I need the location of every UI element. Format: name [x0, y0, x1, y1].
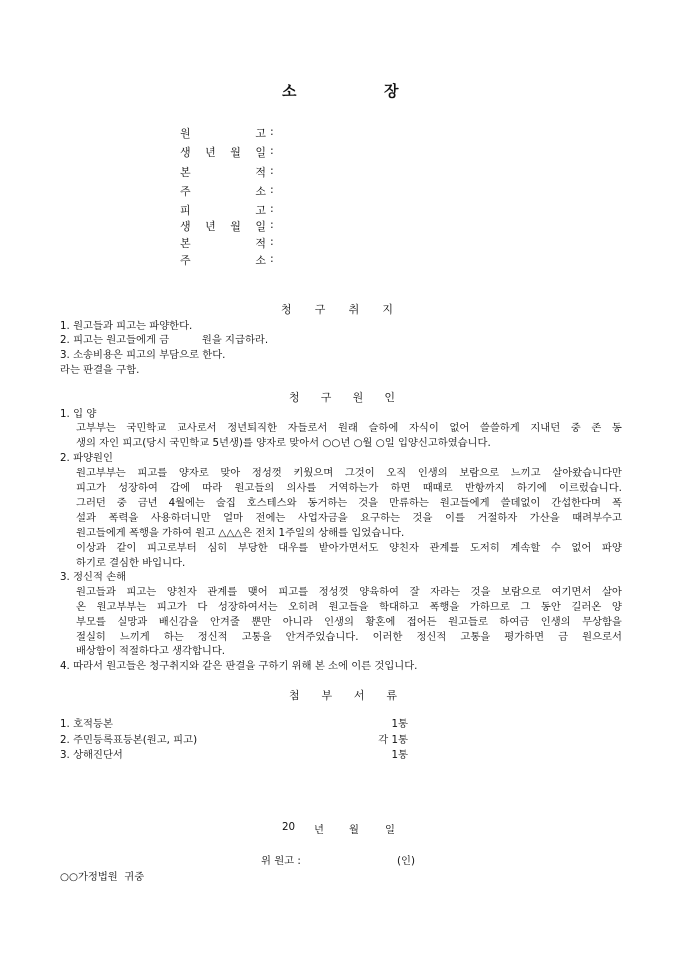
- party-colon: :: [270, 252, 274, 265]
- party-colon: :: [270, 218, 274, 231]
- attachment-name: 2. 주민등록표등본(원고, 피고): [60, 734, 198, 746]
- claim-purpose-closing: 라는 판결을 구함.: [60, 364, 140, 376]
- party-label: 생 년 월 일: [180, 146, 266, 159]
- party-colon: :: [270, 202, 274, 215]
- section-title-adoption: 1. 입 양: [60, 408, 97, 420]
- body-line: 절실히 느끼게 하는 정신적 고통을 안겨주었습니다. 이러한 정신적 고통을 평가하면 금 원으로서: [76, 631, 622, 643]
- body-line: 원고들과 피고는 양친자 관계를 맺어 피고를 정성껏 양육하여 잘 자라는 것을 보람으로 여기면서 살아: [76, 586, 622, 598]
- body-line: 원고부부는 피고를 양자로 맞아 정성껏 키웠으며 그것이 오직 인생의 보람으로 느끼고 살아왔습니다만: [76, 467, 622, 479]
- claim-cause-heading: 청 구 원 인: [289, 391, 395, 404]
- party-label: 본 적: [180, 237, 266, 250]
- party-colon: :: [270, 235, 274, 248]
- body-line: 배상함이 적절하다고 생각합니다.: [76, 645, 226, 657]
- body-line: 피고가 성장하여 갑에 따라 원고들의 의사를 거역하는가 하면 때때로 반항까지 하기에 이르렀습니다.: [76, 482, 622, 494]
- claim-purpose-item: 2. 피고는 원고들에게 금 원을 지급하라.: [60, 334, 269, 346]
- date-month-unit: 월: [349, 824, 359, 836]
- party-label: 생 년 월 일: [180, 220, 266, 233]
- claim-purpose-item: 1. 원고들과 피고는 파양한다.: [60, 320, 193, 332]
- date-year: 20: [282, 821, 296, 833]
- party-label: 주 소: [180, 185, 266, 198]
- party-label: 주 소: [180, 254, 266, 267]
- party-colon: :: [270, 125, 274, 138]
- attachments-heading: 첨 부 서 류: [289, 689, 397, 702]
- body-line: 이상과 같이 피고로부터 심히 부당한 대우를 받아가면서도 양친자 관계를 도저히 계속할 수 없어 파양: [76, 542, 622, 554]
- court-addressee: ○○가정법원 귀중: [60, 871, 145, 883]
- date-year-unit: 년: [314, 824, 324, 836]
- attachment-name: 1. 호적등본: [60, 718, 113, 730]
- claim-purpose-item: 3. 소송비용은 피고의 부담으로 한다.: [60, 349, 226, 361]
- body-line: 그러던 중 금년 4월에는 술집 호스테스와 동거하는 것을 만류하는 원고들에게 쓸데없이 간섭한다며 폭: [76, 497, 622, 509]
- title-char-2: 장: [384, 82, 399, 100]
- body-line: 하기로 결심한 바입니다.: [76, 557, 186, 569]
- party-label: 피 고: [180, 204, 266, 217]
- party-label: 원 고: [180, 127, 266, 140]
- attachment-count: 1통: [391, 749, 408, 761]
- party-colon: :: [270, 164, 274, 177]
- section-title-damage: 3. 정신적 손해: [60, 571, 127, 583]
- conclusion-line: 4. 따라서 원고들은 청구취지와 같은 판결을 구하기 위해 본 소에 이른 것입니다.: [60, 660, 418, 672]
- signature-label: 위 원고 :: [261, 855, 301, 867]
- date-day-unit: 일: [385, 824, 395, 836]
- attachment-count: 1통: [391, 718, 408, 730]
- body-line: 원고들에게 폭행을 가하여 원고 △△△은 전치 1주일의 상해를 입었습니다.: [76, 527, 405, 539]
- party-colon: :: [270, 183, 274, 196]
- claim-purpose-heading: 청 구 취 지: [281, 303, 393, 316]
- body-line: 생의 자인 피고(당시 국민학교 5년생)를 양자로 맞아서 ○○년 ○월 ○일 입양신고하였습니다.: [76, 437, 491, 449]
- body-line: 고부부는 국민학교 교사로서 정년퇴직한 자들로서 원래 슬하에 자식이 없어 쓸쓸하게 지내던 중 존 동: [76, 422, 622, 434]
- title-char-1: 소: [282, 82, 297, 100]
- body-line: 부모를 실망과 배신감을 안겨줄 뿐만 아니라 인생의 황혼에 접어든 원고들로 하여금 인생의 무상함을: [76, 616, 622, 628]
- body-line: 온 원고부부는 피고가 다 성장하여서는 오히려 원고들을 학대하고 폭행을 가하므로 그 동안 길러온 양: [76, 601, 622, 613]
- attachment-name: 3. 상해진단서: [60, 749, 123, 761]
- attachment-count: 각 1통: [378, 734, 408, 746]
- seal-mark: (인): [397, 855, 415, 867]
- party-label: 본 적: [180, 166, 266, 179]
- section-title-cause: 2. 파양원인: [60, 452, 113, 464]
- body-line: 설과 폭력을 사용하더니만 얼마 전에는 사업자금을 요구하는 것을 이를 거절하자 가산을 때려부수고: [76, 512, 622, 524]
- party-colon: :: [270, 144, 274, 157]
